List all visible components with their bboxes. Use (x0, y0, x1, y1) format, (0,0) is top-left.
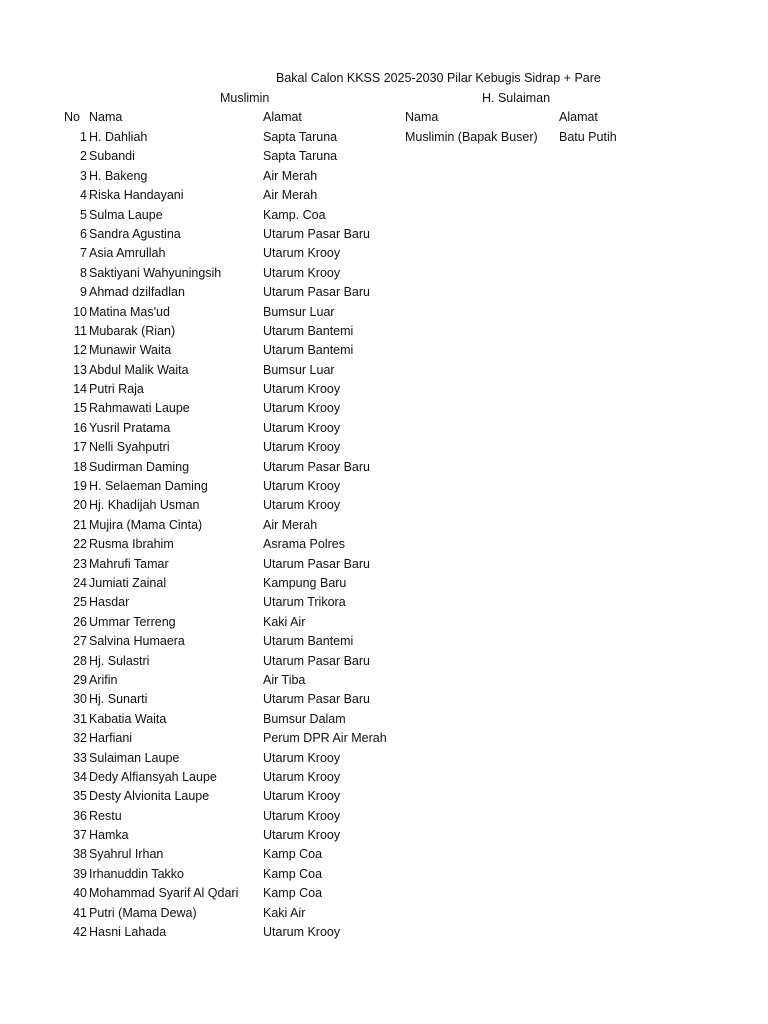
row-nama: Kabatia Waita (89, 711, 167, 726)
row-nama: Putri Raja (89, 382, 144, 397)
row-nama: Arifin (89, 672, 118, 687)
row-nama: Mubarak (Rian) (89, 323, 176, 338)
row-alamat: Utarum Bantemi (263, 343, 354, 358)
table-row (0, 633, 768, 652)
row-number: 26 (73, 614, 87, 629)
row-number: 36 (73, 808, 87, 823)
row-alamat: Utarum Krooy (263, 925, 341, 940)
row-alamat: Utarum Pasar Baru (263, 692, 370, 707)
row-number: 34 (73, 769, 87, 784)
row-alamat: Utarum Krooy (263, 382, 341, 397)
row-alamat: Utarum Krooy (263, 420, 341, 435)
row-number: 10 (73, 304, 87, 319)
table-row (0, 284, 768, 303)
table-row (0, 827, 768, 846)
row-alamat: Utarum Krooy (263, 789, 341, 804)
row-alamat: Utarum Krooy (263, 808, 341, 823)
table-row (0, 323, 768, 342)
row-alamat: Utarum Krooy (263, 750, 341, 765)
table-row (0, 478, 768, 497)
row-alamat: Kamp Coa (263, 847, 323, 862)
table-row (0, 517, 768, 536)
row-number: 28 (73, 653, 87, 668)
column-header-no: No (64, 110, 80, 124)
row-number: 32 (73, 731, 87, 746)
table-row (0, 265, 768, 284)
row-nama: Sandra Agustina (89, 226, 181, 241)
row-number: 42 (73, 925, 87, 940)
row-alamat-right: Batu Putih (559, 130, 617, 144)
row-number: 4 (80, 188, 87, 203)
table-row (0, 924, 768, 943)
row-number: 23 (73, 556, 87, 571)
table-row (0, 342, 768, 361)
row-alamat: Sapta Taruna (263, 149, 338, 164)
row-alamat: Utarum Krooy (263, 769, 341, 784)
table-row (0, 245, 768, 264)
row-alamat: Utarum Krooy (263, 828, 341, 843)
row-nama: Sudirman Daming (89, 459, 190, 474)
row-alamat: Air Merah (263, 517, 318, 532)
row-nama-right: Muslimin (Bapak Buser) (405, 130, 538, 144)
table-row (0, 788, 768, 807)
row-number: 40 (73, 886, 87, 901)
row-number: 30 (73, 692, 87, 707)
table-row (0, 459, 768, 478)
row-nama: H. Selaeman Daming (89, 479, 208, 494)
row-alamat: Utarum Krooy (263, 440, 341, 455)
row-nama: Rusma Ibrahim (89, 537, 174, 552)
row-number: 14 (73, 382, 87, 397)
table-row (0, 866, 768, 885)
row-nama: Matina Mas'ud (89, 304, 170, 319)
table-row (0, 129, 768, 148)
row-alamat: Utarum Krooy (263, 401, 341, 416)
group-heading-right: H. Sulaiman (482, 91, 551, 105)
row-nama: Mohammad Syarif Al Qdari (89, 886, 239, 901)
table-row (0, 905, 768, 924)
table-row (0, 497, 768, 516)
table-row (0, 207, 768, 226)
row-number: 18 (73, 459, 87, 474)
row-alamat: Kaki Air (263, 614, 306, 629)
row-nama: Jumiati Zainal (89, 575, 167, 590)
row-number: 9 (80, 285, 87, 300)
column-header-nama-right: Nama (405, 110, 439, 124)
row-alamat: Air Merah (263, 188, 318, 203)
row-alamat: Perum DPR Air Merah (263, 731, 387, 746)
table-row (0, 439, 768, 458)
row-number: 1 (80, 130, 87, 144)
row-alamat: Utarum Bantemi (263, 634, 354, 649)
table-row (0, 362, 768, 381)
row-alamat: Utarum Pasar Baru (263, 285, 370, 300)
table-row (0, 808, 768, 827)
row-alamat: Air Merah (263, 168, 318, 183)
table-row (0, 168, 768, 187)
row-number: 11 (74, 323, 87, 338)
row-alamat: Utarum Krooy (263, 246, 341, 261)
row-alamat: Sapta Taruna (263, 130, 338, 144)
row-number: 21 (73, 517, 87, 532)
column-header-alamat-right: Alamat (559, 110, 598, 124)
row-nama: Saktiyani Wahyuningsih (89, 265, 222, 280)
row-alamat: Bumsur Dalam (263, 711, 346, 726)
row-number: 20 (73, 498, 87, 513)
row-number: 5 (80, 207, 87, 222)
row-number: 35 (73, 789, 87, 804)
table-row (0, 885, 768, 904)
row-alamat: Bumsur Luar (263, 304, 335, 319)
row-nama: Subandi (89, 149, 135, 164)
row-number: 19 (73, 479, 87, 494)
row-nama: H. Dahliah (89, 130, 148, 144)
row-number: 25 (73, 595, 87, 610)
row-nama: Irhanuddin Takko (89, 866, 184, 881)
row-nama: Sulma Laupe (89, 207, 163, 222)
row-alamat: Utarum Pasar Baru (263, 653, 370, 668)
row-nama: Mujira (Mama Cinta) (89, 517, 203, 532)
table-row (0, 400, 768, 419)
row-number: 12 (73, 343, 87, 358)
table-row (0, 575, 768, 594)
row-nama: Syahrul Irhan (89, 847, 164, 862)
row-alamat: Utarum Krooy (263, 265, 341, 280)
row-nama: Hamka (89, 828, 129, 843)
row-nama: Hj. Khadijah Usman (89, 498, 200, 513)
row-number: 13 (73, 362, 87, 377)
row-nama: Sulaiman Laupe (89, 750, 180, 765)
row-nama: Ummar Terreng (89, 614, 176, 629)
table-row (0, 420, 768, 439)
row-alamat: Utarum Krooy (263, 479, 341, 494)
row-number: 41 (73, 905, 87, 920)
row-alamat: Kaki Air (263, 905, 306, 920)
row-alamat: Kamp. Coa (263, 207, 326, 222)
row-number: 33 (73, 750, 87, 765)
table-row (0, 594, 768, 613)
row-number: 15 (73, 401, 87, 416)
row-nama: Hj. Sunarti (89, 692, 148, 707)
table-row (0, 556, 768, 575)
table-row (0, 769, 768, 788)
row-nama: Asia Amrullah (89, 246, 166, 261)
table-row (0, 536, 768, 555)
row-number: 22 (73, 537, 87, 552)
row-nama: Mahrufi Tamar (89, 556, 169, 571)
row-alamat: Kamp Coa (263, 866, 323, 881)
row-nama: Yusril Pratama (89, 420, 171, 435)
row-number: 39 (73, 866, 87, 881)
table-row (0, 304, 768, 323)
row-alamat: Utarum Pasar Baru (263, 459, 370, 474)
row-number: 8 (80, 265, 87, 280)
row-number: 7 (80, 246, 87, 261)
table-row (0, 614, 768, 633)
row-alamat: Kamp Coa (263, 886, 323, 901)
column-header-alamat: Alamat (263, 110, 302, 124)
table-row (0, 711, 768, 730)
row-alamat: Utarum Pasar Baru (263, 226, 370, 241)
row-number: 27 (73, 634, 87, 649)
row-nama: Riska Handayani (89, 188, 184, 203)
row-number: 6 (80, 226, 87, 241)
row-alamat: Kampung Baru (263, 575, 347, 590)
row-number: 37 (73, 828, 87, 843)
table-row (0, 226, 768, 245)
table-row (0, 187, 768, 206)
column-header-nama: Nama (89, 110, 123, 124)
table-row (0, 750, 768, 769)
row-alamat: Utarum Krooy (263, 498, 341, 513)
group-heading-left: Muslimin (220, 91, 270, 105)
row-alamat: Asrama Polres (263, 537, 345, 552)
row-alamat: Air Tiba (263, 672, 306, 687)
row-alamat: Utarum Bantemi (263, 323, 354, 338)
row-nama: Putri (Mama Dewa) (89, 905, 197, 920)
row-number: 2 (80, 149, 87, 164)
table-row (0, 691, 768, 710)
row-nama: Dedy Alfiansyah Laupe (89, 769, 217, 784)
table-row (0, 730, 768, 749)
row-nama: H. Bakeng (89, 168, 148, 183)
row-alamat: Bumsur Luar (263, 362, 335, 377)
row-nama: Desty Alvionita Laupe (89, 789, 210, 804)
table-row (0, 148, 768, 167)
row-number: 29 (73, 672, 87, 687)
row-nama: Hasni Lahada (89, 925, 167, 940)
row-number: 31 (73, 711, 87, 726)
row-nama: Nelli Syahputri (89, 440, 170, 455)
row-number: 38 (73, 847, 87, 862)
row-nama: Harfiani (89, 731, 133, 746)
document-title: Bakal Calon KKSS 2025-2030 Pilar Kebugis Sidrap + Pare (276, 71, 601, 85)
row-nama: Ahmad dzilfadlan (89, 285, 185, 300)
table-row (0, 846, 768, 865)
row-number: 16 (73, 420, 87, 435)
row-nama: Restu (89, 808, 122, 823)
row-alamat: Utarum Trikora (263, 595, 346, 610)
row-alamat: Utarum Pasar Baru (263, 556, 370, 571)
row-nama: Hj. Sulastri (89, 653, 150, 668)
row-number: 17 (73, 440, 87, 455)
row-number: 3 (80, 168, 87, 183)
row-number: 24 (73, 575, 87, 590)
table-row (0, 381, 768, 400)
table-row (0, 653, 768, 672)
row-nama: Abdul Malik Waita (89, 362, 189, 377)
row-nama: Rahmawati Laupe (89, 401, 190, 416)
row-nama: Salvina Humaera (89, 634, 185, 649)
table-row (0, 672, 768, 691)
row-nama: Munawir Waita (89, 343, 172, 358)
member-table (0, 129, 768, 943)
row-nama: Hasdar (89, 595, 130, 610)
